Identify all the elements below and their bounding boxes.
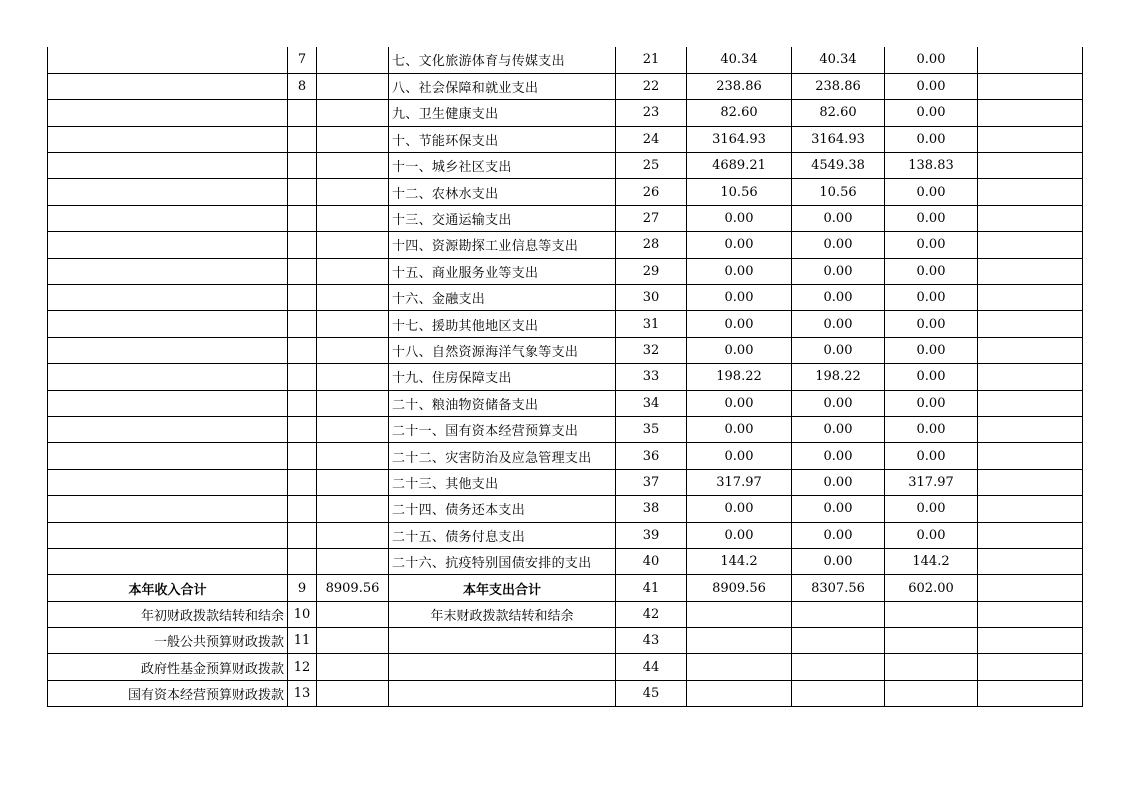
income-line-cell: 7 xyxy=(288,47,317,73)
income-amount-cell xyxy=(317,364,389,390)
carryover-income-item: 年初财政拨款结转和结余 xyxy=(48,601,288,627)
income-line-cell xyxy=(288,522,317,548)
income-line-cell xyxy=(288,179,317,205)
carryover-expense-line: 44 xyxy=(616,654,687,680)
expense-line-cell: 33 xyxy=(616,364,687,390)
income-line-cell xyxy=(288,548,317,574)
budget-table xyxy=(47,47,1083,707)
income-line-cell: 8 xyxy=(288,73,317,99)
extra-cell xyxy=(978,100,1083,126)
carryover-expense-item: 年末财政拨款结转和结余 xyxy=(389,601,616,627)
expense-item-cell: 十九、住房保障支出 xyxy=(389,364,616,390)
income-amount-cell xyxy=(317,258,389,284)
income-line-cell xyxy=(288,311,317,337)
extra-cell xyxy=(978,337,1083,363)
carryover-total xyxy=(687,654,792,680)
expense-item-cell: 二十二、灾害防治及应急管理支出 xyxy=(389,443,616,469)
fund-budget-cell: 144.2 xyxy=(885,548,978,574)
income-item-cell xyxy=(48,47,288,73)
table-row xyxy=(48,364,1083,390)
totals-row xyxy=(48,575,1083,601)
income-amount-cell xyxy=(317,496,389,522)
general-budget-total: 8307.56 xyxy=(792,575,885,601)
income-amount-cell xyxy=(317,205,389,231)
income-amount-cell xyxy=(317,390,389,416)
carryover-income-item: 政府性基金预算财政拨款 xyxy=(48,654,288,680)
general-budget-cell: 4549.38 xyxy=(792,153,885,179)
carryover-income-amount xyxy=(317,680,389,706)
expense-item-cell: 八、社会保障和就业支出 xyxy=(389,73,616,99)
income-total-line: 9 xyxy=(288,575,317,601)
income-amount-cell xyxy=(317,522,389,548)
income-amount-cell xyxy=(317,311,389,337)
table-row xyxy=(48,390,1083,416)
table-row xyxy=(48,47,1083,73)
expense-item-cell: 十四、资源勘探工业信息等支出 xyxy=(389,232,616,258)
income-item-cell xyxy=(48,496,288,522)
fund-budget-total: 602.00 xyxy=(885,575,978,601)
income-line-cell xyxy=(288,416,317,442)
carryover-expense-line: 45 xyxy=(616,680,687,706)
expense-line-cell: 28 xyxy=(616,232,687,258)
general-budget-cell: 0.00 xyxy=(792,416,885,442)
income-item-cell xyxy=(48,126,288,152)
income-line-cell xyxy=(288,469,317,495)
income-item-cell xyxy=(48,179,288,205)
carryover-row xyxy=(48,654,1083,680)
carryover-general xyxy=(792,601,885,627)
general-budget-cell: 0.00 xyxy=(792,548,885,574)
general-budget-cell: 0.00 xyxy=(792,311,885,337)
carryover-fund xyxy=(885,628,978,654)
general-budget-cell: 3164.93 xyxy=(792,126,885,152)
general-budget-cell: 10.56 xyxy=(792,179,885,205)
carryover-fund xyxy=(885,601,978,627)
carryover-income-line: 12 xyxy=(288,654,317,680)
expense-total-cell: 82.60 xyxy=(687,100,792,126)
carryover-income-line: 11 xyxy=(288,628,317,654)
income-item-cell xyxy=(48,100,288,126)
extra-cell xyxy=(978,258,1083,284)
income-item-cell xyxy=(48,205,288,231)
expense-total-cell: 0.00 xyxy=(687,522,792,548)
fund-budget-cell: 0.00 xyxy=(885,416,978,442)
fund-budget-cell: 138.83 xyxy=(885,153,978,179)
expense-total-cell: 0.00 xyxy=(687,416,792,442)
expense-item-cell: 九、卫生健康支出 xyxy=(389,100,616,126)
general-budget-cell: 0.00 xyxy=(792,443,885,469)
income-amount-cell xyxy=(317,100,389,126)
extra-cell xyxy=(978,496,1083,522)
table-row xyxy=(48,522,1083,548)
expense-item-cell: 十二、农林水支出 xyxy=(389,179,616,205)
income-line-cell xyxy=(288,364,317,390)
expense-line-cell: 34 xyxy=(616,390,687,416)
income-amount-cell xyxy=(317,337,389,363)
income-amount-cell xyxy=(317,179,389,205)
carryover-general xyxy=(792,654,885,680)
extra-cell xyxy=(978,390,1083,416)
carryover-general xyxy=(792,628,885,654)
income-line-cell xyxy=(288,205,317,231)
table-row xyxy=(48,311,1083,337)
expense-total-cell: 4689.21 xyxy=(687,153,792,179)
expense-item-cell: 十三、交通运输支出 xyxy=(389,205,616,231)
fund-budget-cell: 0.00 xyxy=(885,232,978,258)
fund-budget-cell: 0.00 xyxy=(885,285,978,311)
income-item-cell xyxy=(48,364,288,390)
income-line-cell xyxy=(288,443,317,469)
expense-line-cell: 39 xyxy=(616,522,687,548)
income-item-cell xyxy=(48,232,288,258)
expense-grand-total: 8909.56 xyxy=(687,575,792,601)
expense-total-line: 41 xyxy=(616,575,687,601)
general-budget-cell: 198.22 xyxy=(792,364,885,390)
income-amount-cell xyxy=(317,469,389,495)
general-budget-cell: 0.00 xyxy=(792,285,885,311)
income-amount-cell xyxy=(317,285,389,311)
extra-cell xyxy=(978,311,1083,337)
fund-budget-cell: 317.97 xyxy=(885,469,978,495)
expense-total-cell: 198.22 xyxy=(687,364,792,390)
income-total-amount: 8909.56 xyxy=(317,575,389,601)
income-line-cell xyxy=(288,126,317,152)
expense-item-cell: 十、节能环保支出 xyxy=(389,126,616,152)
fund-budget-cell: 0.00 xyxy=(885,126,978,152)
expense-line-cell: 37 xyxy=(616,469,687,495)
income-item-cell xyxy=(48,337,288,363)
income-item-cell xyxy=(48,548,288,574)
table-row xyxy=(48,100,1083,126)
expense-item-cell: 二十三、其他支出 xyxy=(389,469,616,495)
income-line-cell xyxy=(288,258,317,284)
income-line-cell xyxy=(288,285,317,311)
expense-total-cell: 0.00 xyxy=(687,337,792,363)
income-item-cell xyxy=(48,285,288,311)
income-amount-cell xyxy=(317,548,389,574)
income-item-cell xyxy=(48,416,288,442)
extra-cell xyxy=(978,205,1083,231)
expense-total-cell: 317.97 xyxy=(687,469,792,495)
general-budget-cell: 0.00 xyxy=(792,390,885,416)
fund-budget-cell: 0.00 xyxy=(885,364,978,390)
expense-line-cell: 35 xyxy=(616,416,687,442)
extra-cell xyxy=(978,126,1083,152)
fund-budget-cell: 0.00 xyxy=(885,496,978,522)
extra-cell xyxy=(978,73,1083,99)
carryover-total xyxy=(687,628,792,654)
expense-item-cell: 十六、金融支出 xyxy=(389,285,616,311)
expense-total-cell: 0.00 xyxy=(687,311,792,337)
expense-total-cell: 144.2 xyxy=(687,548,792,574)
table-row xyxy=(48,443,1083,469)
income-amount-cell xyxy=(317,126,389,152)
extra-cell xyxy=(978,628,1083,654)
extra-cell xyxy=(978,443,1083,469)
extra-cell xyxy=(978,601,1083,627)
expense-total-cell: 238.86 xyxy=(687,73,792,99)
general-budget-cell: 0.00 xyxy=(792,258,885,284)
carryover-expense-line: 42 xyxy=(616,601,687,627)
income-item-cell xyxy=(48,73,288,99)
fund-budget-cell: 0.00 xyxy=(885,443,978,469)
carryover-income-item: 国有资本经营预算财政拨款 xyxy=(48,680,288,706)
carryover-income-amount xyxy=(317,654,389,680)
table-row xyxy=(48,258,1083,284)
extra-cell xyxy=(978,654,1083,680)
expense-line-cell: 26 xyxy=(616,179,687,205)
income-amount-cell xyxy=(317,443,389,469)
expense-total-cell: 40.34 xyxy=(687,47,792,73)
extra-cell xyxy=(978,47,1083,73)
expense-line-cell: 29 xyxy=(616,258,687,284)
expense-total-cell: 0.00 xyxy=(687,232,792,258)
expense-total-cell: 0.00 xyxy=(687,390,792,416)
extra-cell xyxy=(978,285,1083,311)
carryover-income-amount xyxy=(317,601,389,627)
expense-line-cell: 32 xyxy=(616,337,687,363)
income-item-cell xyxy=(48,311,288,337)
extra-cell xyxy=(978,522,1083,548)
general-budget-cell: 0.00 xyxy=(792,522,885,548)
expense-line-cell: 36 xyxy=(616,443,687,469)
expense-line-cell: 30 xyxy=(616,285,687,311)
expense-line-cell: 25 xyxy=(616,153,687,179)
extra-cell xyxy=(978,416,1083,442)
fund-budget-cell: 0.00 xyxy=(885,522,978,548)
table-row xyxy=(48,416,1083,442)
general-budget-cell: 0.00 xyxy=(792,469,885,495)
extra-cell xyxy=(978,179,1083,205)
general-budget-cell: 238.86 xyxy=(792,73,885,99)
income-amount-cell xyxy=(317,153,389,179)
table-row xyxy=(48,337,1083,363)
income-line-cell xyxy=(288,100,317,126)
carryover-expense-item xyxy=(389,628,616,654)
carryover-income-line: 13 xyxy=(288,680,317,706)
expense-total-cell: 0.00 xyxy=(687,285,792,311)
expense-total-cell: 0.00 xyxy=(687,443,792,469)
table-row xyxy=(48,73,1083,99)
expense-total-cell: 0.00 xyxy=(687,496,792,522)
general-budget-cell: 0.00 xyxy=(792,337,885,363)
expense-total-cell: 0.00 xyxy=(687,205,792,231)
carryover-income-amount xyxy=(317,628,389,654)
expense-item-cell: 二十六、抗疫特别国债安排的支出 xyxy=(389,548,616,574)
expense-line-cell: 24 xyxy=(616,126,687,152)
income-line-cell xyxy=(288,390,317,416)
expense-line-cell: 38 xyxy=(616,496,687,522)
income-item-cell xyxy=(48,153,288,179)
fund-budget-cell: 0.00 xyxy=(885,337,978,363)
extra-cell xyxy=(978,232,1083,258)
expense-item-cell: 十一、城乡社区支出 xyxy=(389,153,616,179)
expense-line-cell: 22 xyxy=(616,73,687,99)
expense-total-cell: 0.00 xyxy=(687,258,792,284)
carryover-row xyxy=(48,628,1083,654)
income-amount-cell xyxy=(317,232,389,258)
expense-line-cell: 31 xyxy=(616,311,687,337)
expense-item-cell: 二十五、债务付息支出 xyxy=(389,522,616,548)
expense-item-cell: 十五、商业服务业等支出 xyxy=(389,258,616,284)
carryover-expense-item xyxy=(389,680,616,706)
income-item-cell xyxy=(48,258,288,284)
general-budget-cell: 40.34 xyxy=(792,47,885,73)
expense-total-label: 本年支出合计 xyxy=(389,575,616,601)
fund-budget-cell: 0.00 xyxy=(885,258,978,284)
table-row xyxy=(48,179,1083,205)
general-budget-cell: 0.00 xyxy=(792,232,885,258)
carryover-income-item: 一般公共预算财政拨款 xyxy=(48,628,288,654)
table-row xyxy=(48,153,1083,179)
carryover-row xyxy=(48,680,1083,706)
income-amount-cell xyxy=(317,47,389,73)
expense-line-cell: 23 xyxy=(616,100,687,126)
expense-line-cell: 27 xyxy=(616,205,687,231)
expense-line-cell: 40 xyxy=(616,548,687,574)
income-line-cell xyxy=(288,232,317,258)
carryover-general xyxy=(792,680,885,706)
income-item-cell xyxy=(48,443,288,469)
income-line-cell xyxy=(288,496,317,522)
expense-item-cell: 二十、粮油物资储备支出 xyxy=(389,390,616,416)
carryover-income-line: 10 xyxy=(288,601,317,627)
fund-budget-cell: 0.00 xyxy=(885,390,978,416)
income-amount-cell xyxy=(317,416,389,442)
income-line-cell xyxy=(288,153,317,179)
income-total-label: 本年收入合计 xyxy=(48,575,288,601)
income-line-cell xyxy=(288,337,317,363)
table-row xyxy=(48,232,1083,258)
carryover-expense-line: 43 xyxy=(616,628,687,654)
expense-item-cell: 二十四、债务还本支出 xyxy=(389,496,616,522)
income-item-cell xyxy=(48,522,288,548)
fund-budget-cell: 0.00 xyxy=(885,100,978,126)
table-row xyxy=(48,205,1083,231)
extra-cell xyxy=(978,364,1083,390)
expense-item-cell: 二十一、国有资本经营预算支出 xyxy=(389,416,616,442)
general-budget-cell: 0.00 xyxy=(792,496,885,522)
carryover-expense-item xyxy=(389,654,616,680)
extra-cell xyxy=(978,153,1083,179)
expense-item-cell: 十七、援助其他地区支出 xyxy=(389,311,616,337)
extra-cell xyxy=(978,680,1083,706)
table-row xyxy=(48,496,1083,522)
expense-item-cell: 七、文化旅游体育与传媒支出 xyxy=(389,47,616,73)
income-item-cell xyxy=(48,390,288,416)
fund-budget-cell: 0.00 xyxy=(885,179,978,205)
expense-line-cell: 21 xyxy=(616,47,687,73)
expense-item-cell: 十八、自然资源海洋气象等支出 xyxy=(389,337,616,363)
carryover-total xyxy=(687,680,792,706)
general-budget-cell: 82.60 xyxy=(792,100,885,126)
expense-total-cell: 3164.93 xyxy=(687,126,792,152)
carryover-total xyxy=(687,601,792,627)
carryover-fund xyxy=(885,654,978,680)
carryover-fund xyxy=(885,680,978,706)
table-row xyxy=(48,469,1083,495)
carryover-row xyxy=(48,601,1083,627)
table-row xyxy=(48,285,1083,311)
fund-budget-cell: 0.00 xyxy=(885,47,978,73)
table-row xyxy=(48,126,1083,152)
general-budget-cell: 0.00 xyxy=(792,205,885,231)
table-body xyxy=(48,47,1083,707)
extra-cell xyxy=(978,575,1083,601)
fund-budget-cell: 0.00 xyxy=(885,73,978,99)
extra-cell xyxy=(978,548,1083,574)
fund-budget-cell: 0.00 xyxy=(885,311,978,337)
income-amount-cell xyxy=(317,73,389,99)
income-item-cell xyxy=(48,469,288,495)
table-row xyxy=(48,548,1083,574)
extra-cell xyxy=(978,469,1083,495)
expense-total-cell: 10.56 xyxy=(687,179,792,205)
fund-budget-cell: 0.00 xyxy=(885,205,978,231)
